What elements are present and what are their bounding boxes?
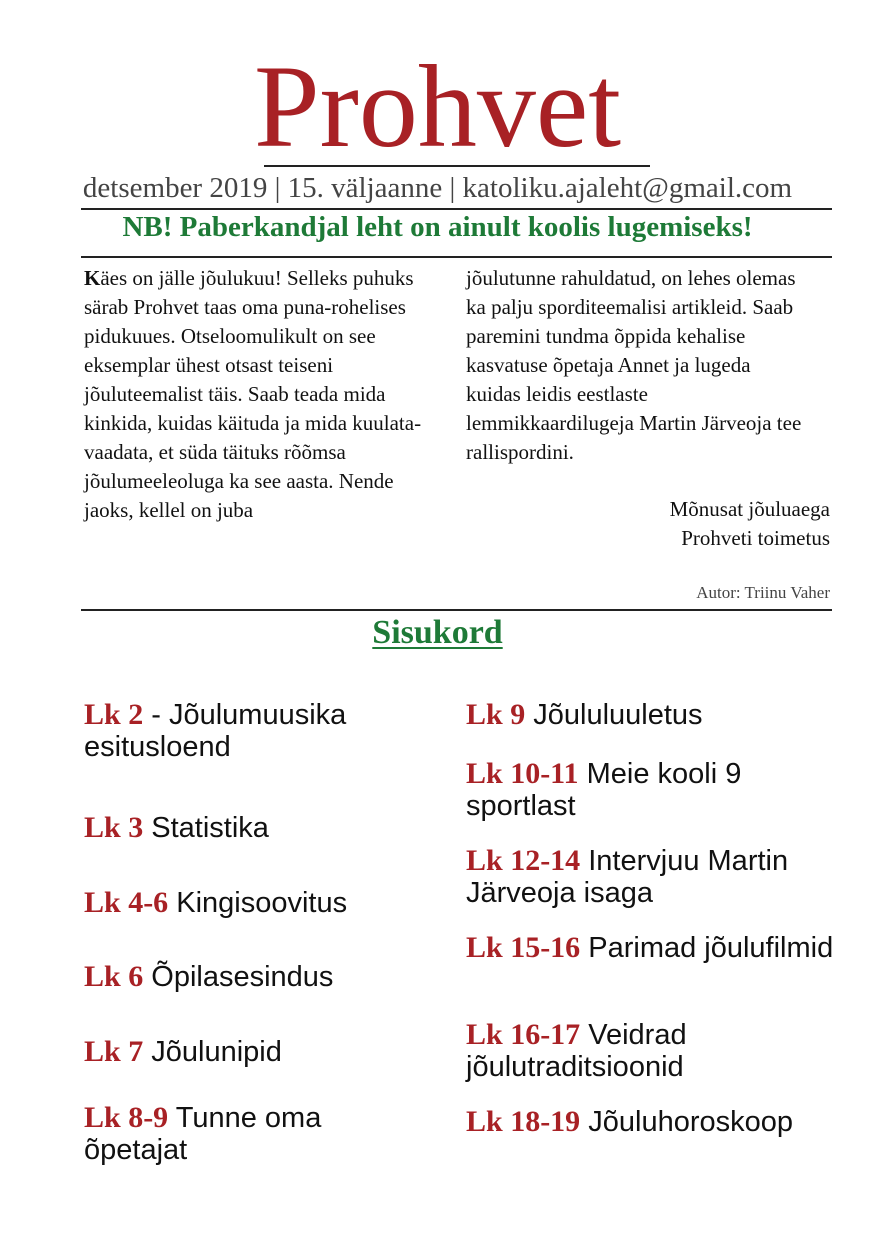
toc-entry-title: Tunne oma õpetajat: [84, 1102, 322, 1166]
toc-item[interactable]: [84, 961, 333, 993]
divider-top: [81, 208, 832, 210]
toc-page-ref: Lk 3: [84, 811, 144, 844]
toc-item[interactable]: [466, 1019, 836, 1083]
toc-entry-title: Jõulunipid: [143, 1036, 282, 1068]
toc-entry-title: Kingisoovitus: [168, 887, 348, 919]
toc-page-ref: Lk 10-11: [466, 757, 579, 790]
title-underline: [264, 165, 650, 167]
toc-item[interactable]: [84, 812, 269, 844]
lead-letter: K: [84, 266, 101, 290]
toc-item[interactable]: [466, 699, 703, 731]
toc-item[interactable]: [466, 845, 836, 909]
toc-page-ref: Lk 2: [84, 698, 144, 731]
toc-entry-title: Statistika: [143, 812, 269, 844]
toc-item[interactable]: [84, 699, 414, 763]
divider-notice: [81, 256, 832, 258]
intro-text-right: jõulutunne rahuldatud, on lehes olemas ka palju sporditeemalisi artikleid. Saab paremini tundma õppida kehalise kasvatuse õpetaja Annet ja lugeda kuidas leidis eestlaste lemmikkaardilugeja Martin Järveoja tee rallispordini.: [466, 266, 802, 464]
toc-page-ref: Lk 9: [466, 698, 526, 731]
notice-banner: NB! Paberkandjal leht on ainult koolis lugemiseks!: [122, 211, 753, 243]
issue-info: detsember 2019 | 15. väljaanne | katoliku.ajaleht@gmail.com: [82, 172, 793, 204]
toc-item[interactable]: [84, 887, 347, 919]
newspaper-title: Prohvet: [253, 41, 622, 172]
toc-page-ref: Lk 4-6: [84, 886, 169, 919]
toc-page-ref: Lk 16-17: [466, 1018, 581, 1051]
toc-page-ref: Lk 7: [84, 1035, 144, 1068]
toc-item[interactable]: [466, 932, 833, 964]
toc-heading: Sisukord: [372, 614, 503, 651]
toc-entry-title: Jõululuuletus: [525, 699, 703, 731]
toc-page-ref: Lk 15-16: [466, 931, 581, 964]
toc-entry-title: Intervjuu Martin Järveoja isaga: [466, 845, 789, 909]
signoff-greeting: Mõnusat jõuluaega: [669, 497, 830, 521]
toc-item[interactable]: [466, 758, 836, 822]
signoff: [670, 495, 830, 553]
signoff-editors: Prohveti toimetus: [681, 526, 830, 550]
toc-entry-title: Jõuluhoroskoop: [580, 1106, 794, 1138]
toc-page-ref: Lk 12-14: [466, 844, 581, 877]
toc-entry-title: Meie kooli 9 sportlast: [466, 758, 742, 822]
toc-entry-title: Parimad jõulufilmid: [580, 932, 834, 964]
divider-toc: [81, 609, 832, 611]
intro-column-right: [466, 264, 810, 467]
intro-column-left: [84, 264, 424, 525]
toc-entry-title: Veidrad jõulutraditsioonid: [466, 1019, 687, 1083]
toc-entry-title: - Jõulumuusika esitusloend: [84, 699, 347, 763]
toc-page-ref: Lk 18-19: [466, 1105, 581, 1138]
toc-item[interactable]: [466, 1106, 793, 1138]
intro-text-left: äes on jälle jõulukuu! Selleks puhuks särab Prohvet taas oma puna-rohelises pidukuues. Otseloomulikult on see eksemplar ühest otsast teiseni jõuluteemalist täis. Saab teada mida kinkida, kuidas käituda ja mida kuulata-vaadata, et süda täituks rõõmsa jõulumeeleoluga ka see aasta. Nende jaoks, kellel on juba: [84, 266, 422, 522]
toc-item[interactable]: [84, 1036, 282, 1068]
toc-page-ref: Lk 6: [84, 960, 144, 993]
toc-page-ref: Lk 8-9: [84, 1101, 169, 1134]
author-credit: Autor: Triinu Vaher: [696, 583, 830, 602]
toc-item[interactable]: [84, 1102, 414, 1166]
toc-entry-title: Õpilasesindus: [143, 961, 334, 993]
